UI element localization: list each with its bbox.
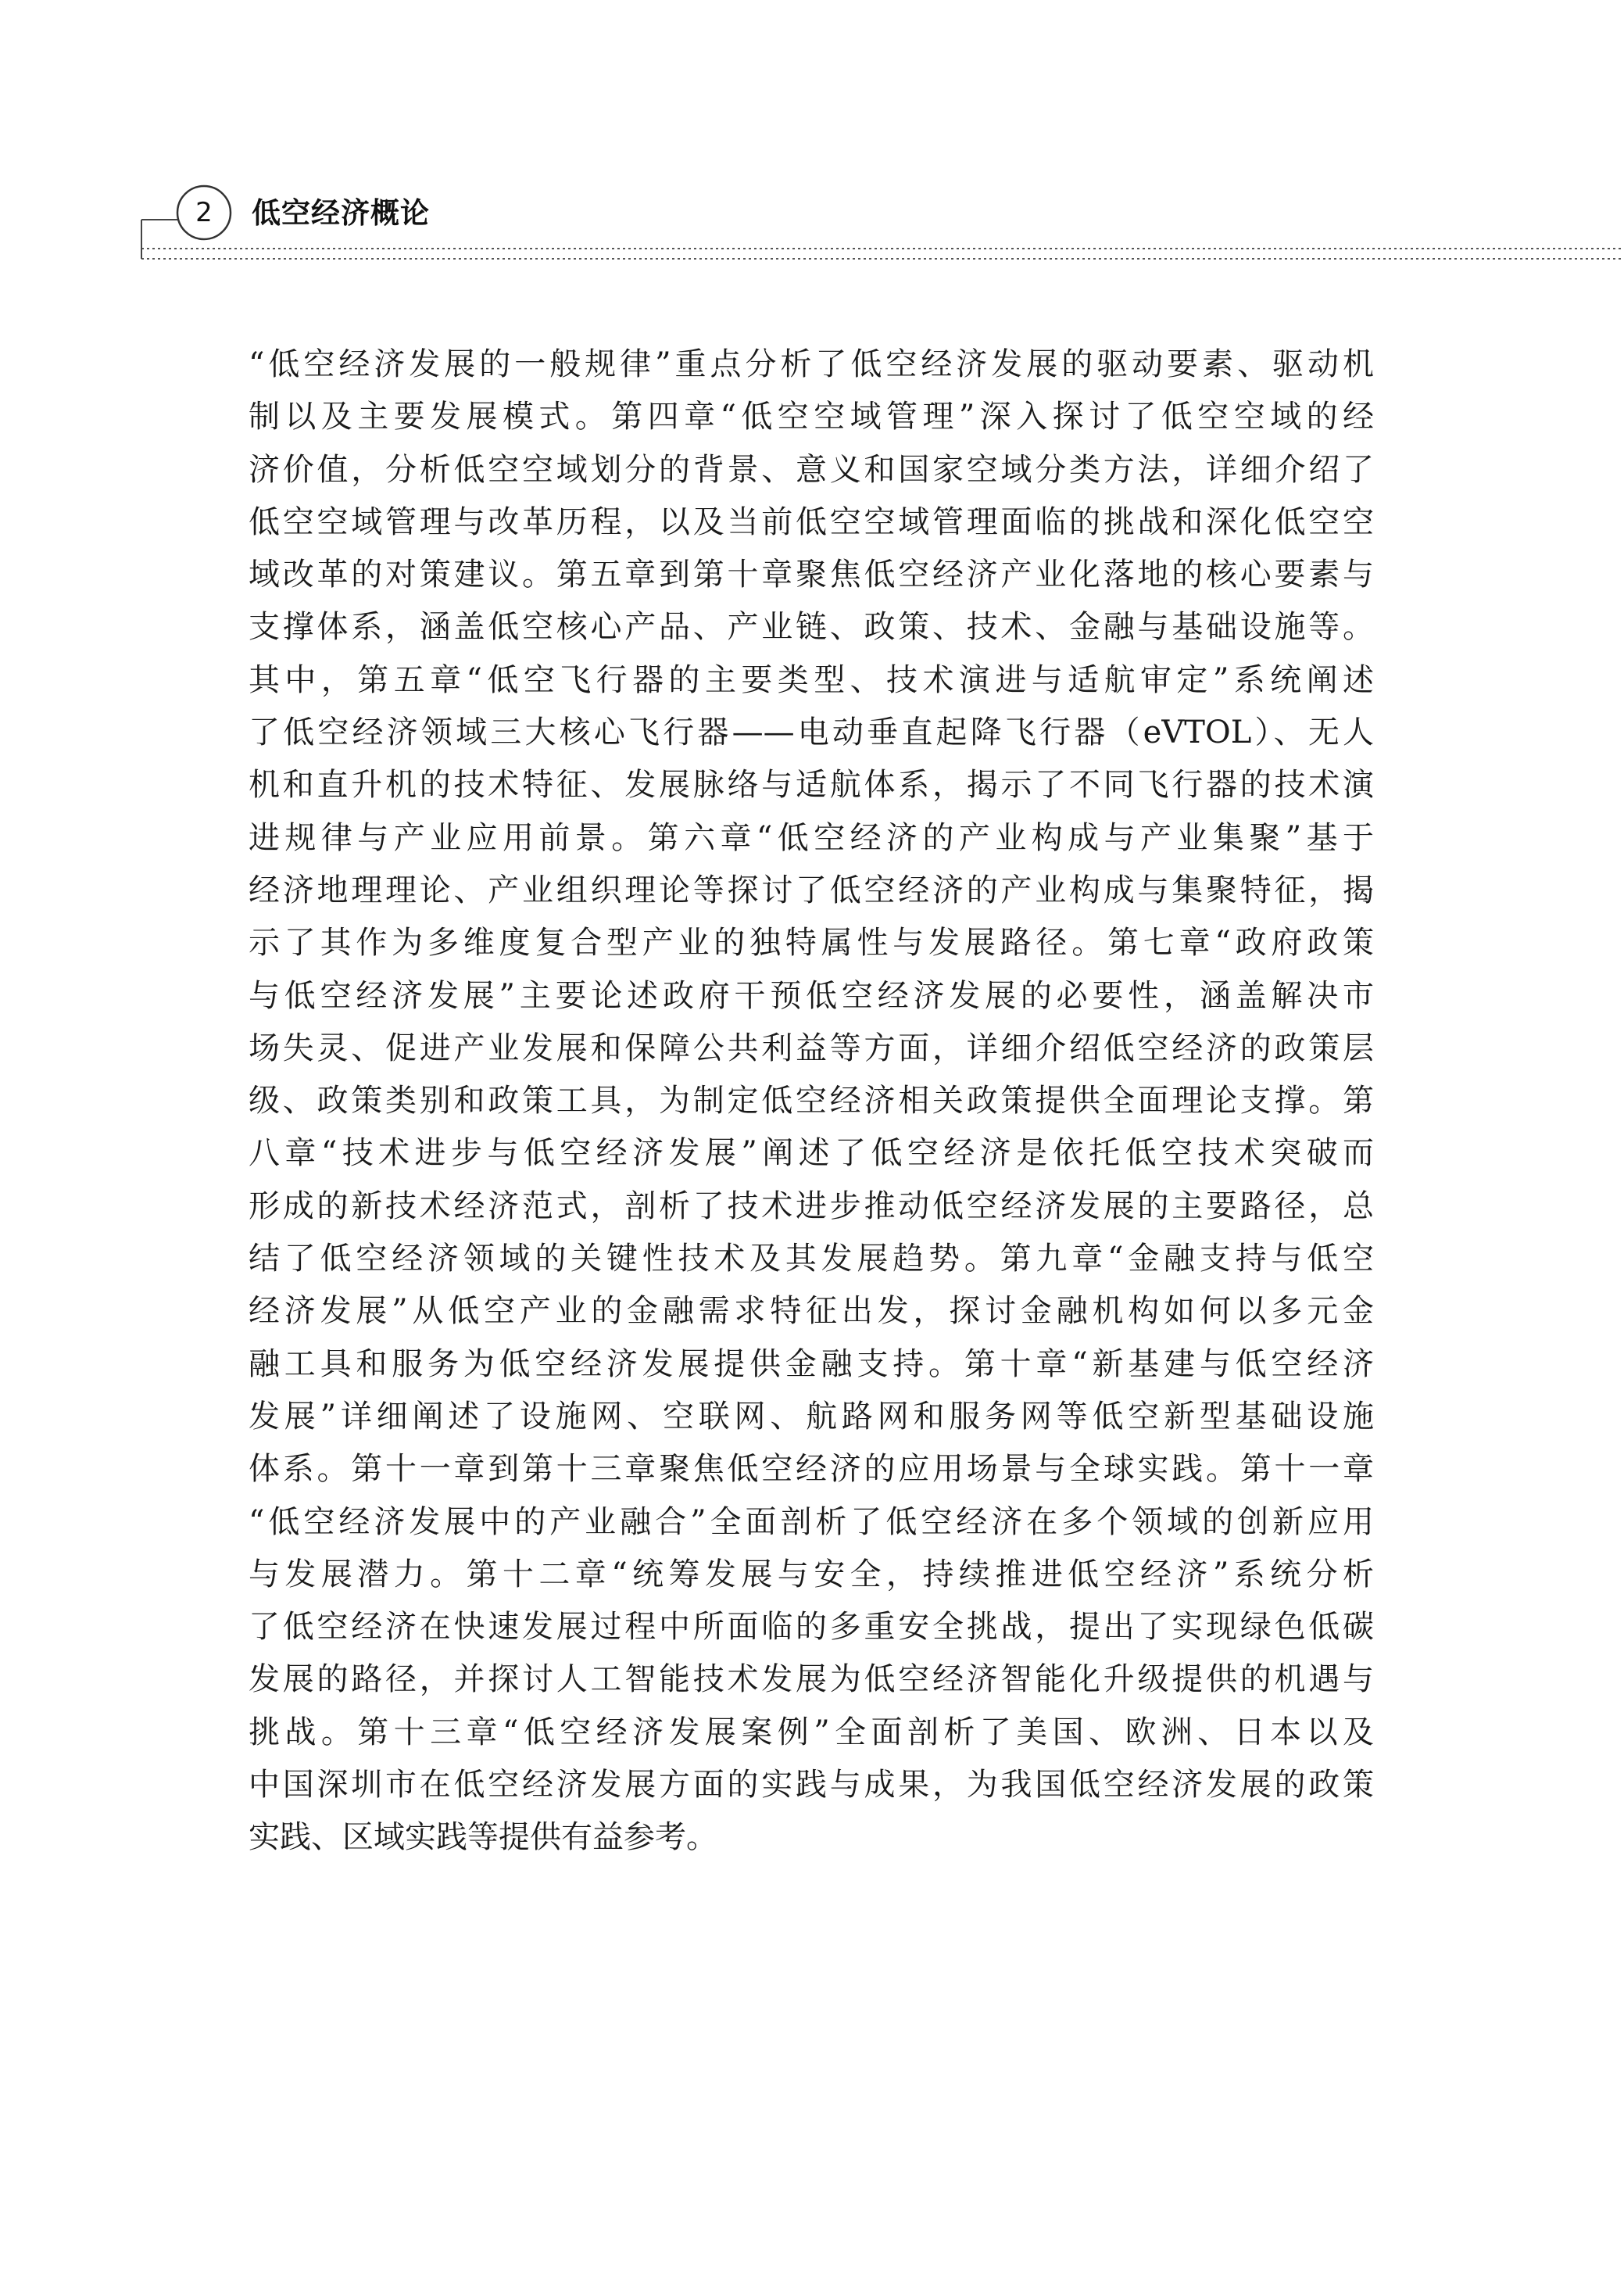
text-line: 了低空经济领域三大核心飞行器——电动垂直起降飞行器（eVTOL）、无人 xyxy=(249,715,1374,751)
text-line: 场失灵、促进产业发展和保障公共利益等方面，详细介绍低空经济的政策层 xyxy=(249,1030,1374,1066)
text-line: 济价值，分析低空空域划分的背景、意义和国家空域分类方法，详细介绍了 xyxy=(249,451,1374,488)
text-line: 了低空经济在快速发展过程中所面临的多重安全挑战，提出了实现绿色低碳 xyxy=(249,1609,1374,1646)
text-line: 制以及主要发展模式。第四章“低空空域管理”深入探讨了低空空域的经 xyxy=(249,399,1374,435)
text-line: 发展的路径，并探讨人工智能技术发展为低空经济智能化升级提供的机遇与 xyxy=(249,1661,1374,1698)
page-number: 2 xyxy=(195,197,213,228)
text-line: 与发展潜力。第十二章“统筹发展与安全，持续推进低空经济”系统分析 xyxy=(249,1556,1374,1592)
text-line: 中国深圳市在低空经济发展方面的实践与成果，为我国低空经济发展的政策 xyxy=(249,1767,1374,1804)
text-line: 示了其作为多维度复合型产业的独特属性与发展路径。第七章“政府政策 xyxy=(249,925,1374,962)
text-line: 经济发展”从低空产业的金融需求特征出发，探讨金融机构如何以多元金 xyxy=(249,1293,1374,1330)
text-line: 融工具和服务为低空经济发展提供金融支持。第十章“新基建与低空经济 xyxy=(249,1345,1374,1382)
body-paragraph xyxy=(249,339,1374,1864)
running-header xyxy=(0,0,1624,281)
text-line: 级、政策类别和政策工具，为制定低空经济相关政策提供全面理论支撑。第 xyxy=(249,1083,1374,1119)
text-line: 八章“技术进步与低空经济发展”阐述了低空经济是依托低空技术突破而 xyxy=(249,1135,1374,1172)
text-line: 经济地理理论、产业组织理论等探讨了低空经济的产业构成与集聚特征，揭 xyxy=(249,872,1374,908)
text-line: 发展”详细阐述了设施网、空联网、航路网和服务网等低空新型基础设施 xyxy=(249,1398,1374,1435)
text-line: 其中，第五章“低空飞行器的主要类型、技术演进与适航审定”系统阐述 xyxy=(249,661,1374,698)
text-line: 实践、区域实践等提供有益参考。 xyxy=(249,1819,717,1856)
text-line: 体系。第十一章到第十三章聚焦低空经济的应用场景与全球实践。第十一章 xyxy=(249,1451,1374,1488)
text-line: 形成的新技术经济范式，剖析了技术进步推动低空经济发展的主要路径，总 xyxy=(249,1187,1374,1224)
text-line: 低空空域管理与改革历程，以及当前低空空域管理面临的挑战和深化低空空 xyxy=(249,503,1374,540)
book-title: 低空经济概论 xyxy=(252,196,430,230)
text-line: “低空经济发展的一般规律”重点分析了低空经济发展的驱动要素、驱动机 xyxy=(249,346,1374,382)
header-rule-ornament xyxy=(0,0,1624,281)
text-line: “低空经济发展中的产业融合”全面剖析了低空经济在多个领域的创新应用 xyxy=(249,1503,1374,1540)
text-line: 机和直升机的技术特征、发展脉络与适航体系，揭示了不同飞行器的技术演 xyxy=(249,767,1374,804)
text-line: 支撑体系，涵盖低空核心产品、产业链、政策、技术、金融与基础设施等。 xyxy=(249,609,1374,646)
text-line: 与低空经济发展”主要论述政府干预低空经济发展的必要性，涵盖解决市 xyxy=(249,977,1374,1014)
text-line: 挑战。第十三章“低空经济发展案例”全面剖析了美国、欧洲、日本以及 xyxy=(249,1714,1374,1750)
text-line: 域改革的对策建议。第五章到第十章聚焦低空经济产业化落地的核心要素与 xyxy=(249,557,1374,593)
text-line: 结了低空经济领域的关键性技术及其发展趋势。第九章“金融支持与低空 xyxy=(249,1241,1374,1277)
text-line: 进规律与产业应用前景。第六章“低空经济的产业构成与产业集聚”基于 xyxy=(249,819,1374,856)
